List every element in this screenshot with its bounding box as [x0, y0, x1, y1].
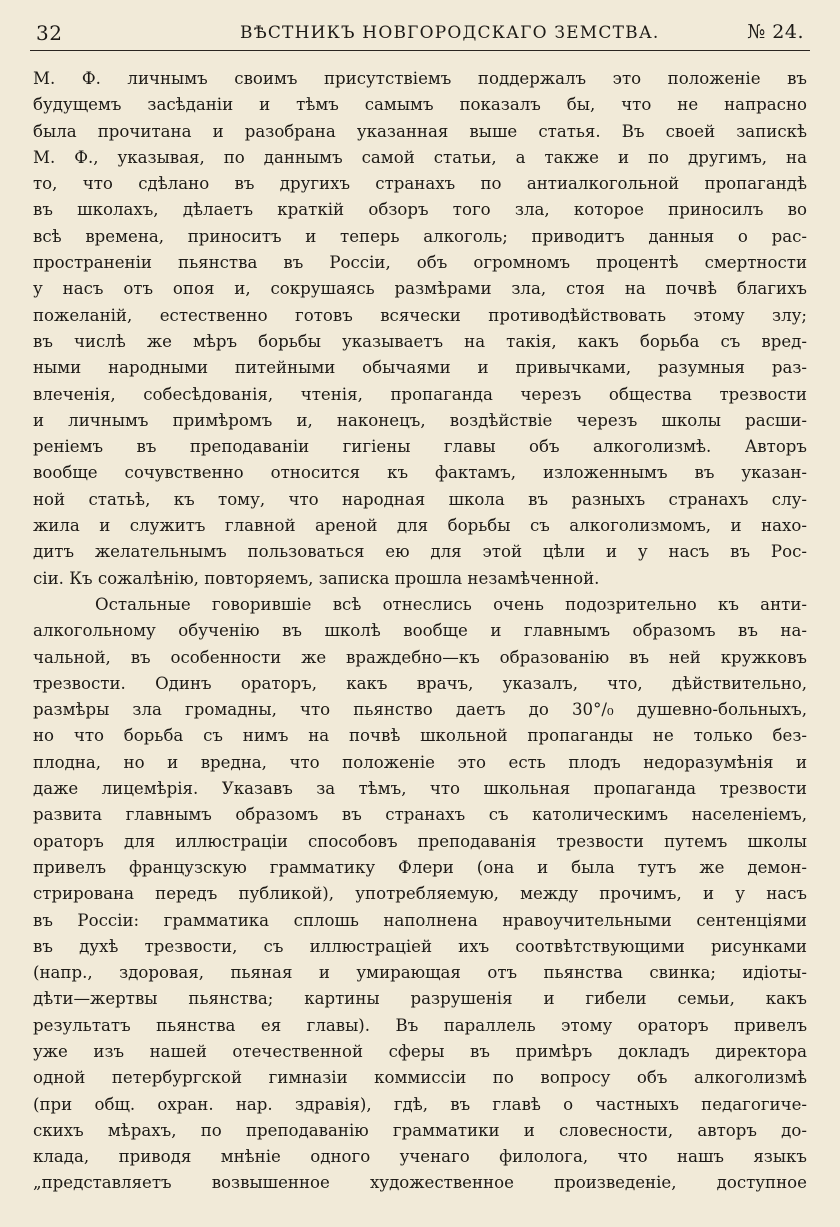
text-line: въ Россіи: грамматика сплошь наполнена нравоучительными сентенціями [33, 910, 807, 930]
text-line: дѣти—жертвы пьянства; картины разрушенія и гибели семьи, какъ [33, 989, 807, 1009]
text-line: привелъ французскую грамматику Флери (она и была тутъ же демон- [33, 857, 807, 877]
text-line: дитъ желательнымъ пользоваться ею для этой цѣли и у насъ въ Рос- [33, 542, 807, 562]
text-line: даже лицемѣрія. Указавъ за тѣмъ, что школьная пропаганда трезвости [33, 779, 807, 799]
text-line: была прочитана и разобрана указанная выше статья. Въ своей запискѣ [33, 121, 807, 141]
page-number: 32 [36, 21, 63, 45]
running-header [30, 20, 810, 51]
text-line: (при общ. охран. нар. здравія), гдѣ, въ главѣ о частныхъ педагогиче- [33, 1094, 807, 1114]
text-line: влеченія, собесѣдованія, чтенія, пропаганда черезъ общества трезвости [33, 384, 807, 404]
text-line: размѣры зла громадны, что пьянство даетъ до 30°/₀ душевно-больныхъ, [33, 700, 807, 720]
text-line: стрирована передъ публикой), употребляемую, между прочимъ, и у насъ [33, 884, 807, 904]
text-line: ными народными питейными обычаями и привычками, разумныя раз- [33, 358, 807, 378]
text-line: результатъ пьянства ея главы). Въ параллель этому ораторъ привелъ [33, 1015, 807, 1035]
text-line: М. Ф. личнымъ своимъ присутствіемъ поддержалъ это положеніе въ [33, 69, 807, 88]
text-line: сіи. Къ сожалѣнію, повторяемъ, записка прошла незамѣченной. [33, 568, 600, 588]
text-line: пространеніи пьянства въ Россіи, объ огромномъ процентѣ смертности [33, 253, 807, 273]
paragraph-2 [33, 592, 807, 1197]
text-line: плодна, но и вредна, что положеніе это есть плодъ недоразумѣнія и [33, 752, 807, 772]
journal-title: ВѢСТНИКЪ НОВГОРОДСКАГО ЗЕМСТВА. [240, 23, 660, 43]
text-line: уже изъ нашей отечественной сферы въ примѣръ докладъ директора [33, 1041, 807, 1061]
text-line: то, что сдѣлано въ другихъ странахъ по антиалкогольной пропагандѣ [33, 174, 807, 194]
text-line: ной статьѣ, къ тому, что народная школа въ разныхъ странахъ слу- [33, 489, 807, 509]
text-line: „представляетъ возвышенное художественное произведеніе, доступное [33, 1173, 807, 1193]
text-line: пожеланій, естественно готовъ всячески противодѣйствовать этому злу; [33, 305, 807, 325]
text-line: жила и служитъ главной ареной для борьбы съ алкоголизмомъ, и нахо- [33, 516, 807, 536]
text-line: скихъ мѣрахъ, по преподаванію грамматики и словесности, авторъ до- [33, 1120, 807, 1140]
text-line: и личнымъ примѣромъ и, наконецъ, воздѣйствіе черезъ школы расши- [33, 410, 807, 430]
text-line: одной петербургской гимназіи коммиссіи по вопросу объ алкоголизмѣ [33, 1068, 807, 1088]
text-line: развита главнымъ образомъ въ странахъ съ католическимъ населеніемъ, [33, 805, 807, 825]
text-line: но что борьба съ нимъ на почвѣ школьной пропаганды не только без- [33, 726, 807, 746]
text-line: у насъ отъ опоя и, сокрушаясь размѣрами зла, стоя на почвѣ благихъ [33, 279, 807, 299]
issue-number: № 24. [747, 21, 804, 43]
text-line: чальной, въ особенности же враждебно—къ образованію въ ней кружковъ [33, 647, 807, 667]
text-line: реніемъ въ преподаваніи гигіены главы объ алкоголизмѣ. Авторъ [33, 437, 807, 457]
text-line: М. Ф., указывая, по даннымъ самой статьи, а также и по другимъ, на [33, 147, 807, 167]
text-line: всѣ времена, приноситъ и теперь алкоголь; приводитъ данныя о рас- [33, 226, 807, 246]
text-line: трезвости. Одинъ ораторъ, какъ врачъ, указалъ, что, дѣйствительно, [33, 673, 807, 693]
text-line: въ духѣ трезвости, съ иллюстраціей ихъ соотвѣтствующими рисунками [33, 936, 807, 956]
text-line: Остальные говорившіе всѣ отнеслись очень подозрительно къ анти- [95, 594, 807, 614]
paragraph-1 [33, 66, 807, 592]
text-line: будущемъ засѣданіи и тѣмъ самымъ показалъ бы, что не напрасно [33, 95, 807, 115]
text-line: въ школахъ, дѣлаетъ краткій обзоръ того зла, которое приносилъ во [33, 200, 807, 220]
text-line: алкогольному обученію въ школѣ вообще и главнымъ образомъ въ на- [33, 621, 807, 641]
text-line: клада, приводя мнѣніе одного ученаго филолога, что нашъ языкъ [33, 1147, 807, 1167]
body-text [33, 66, 807, 1197]
text-line: въ числѣ же мѣръ борьбы указываетъ на такія, какъ борьба съ вред- [33, 331, 807, 351]
text-line: ораторъ для иллюстраціи способовъ преподаванія трезвости путемъ школы [33, 831, 807, 851]
text-line: (напр., здоровая, пьяная и умирающая отъ пьянства свинка; идіоты- [33, 963, 807, 983]
text-line: вообще сочувственно относится къ фактамъ, изложеннымъ въ указан- [33, 463, 807, 483]
